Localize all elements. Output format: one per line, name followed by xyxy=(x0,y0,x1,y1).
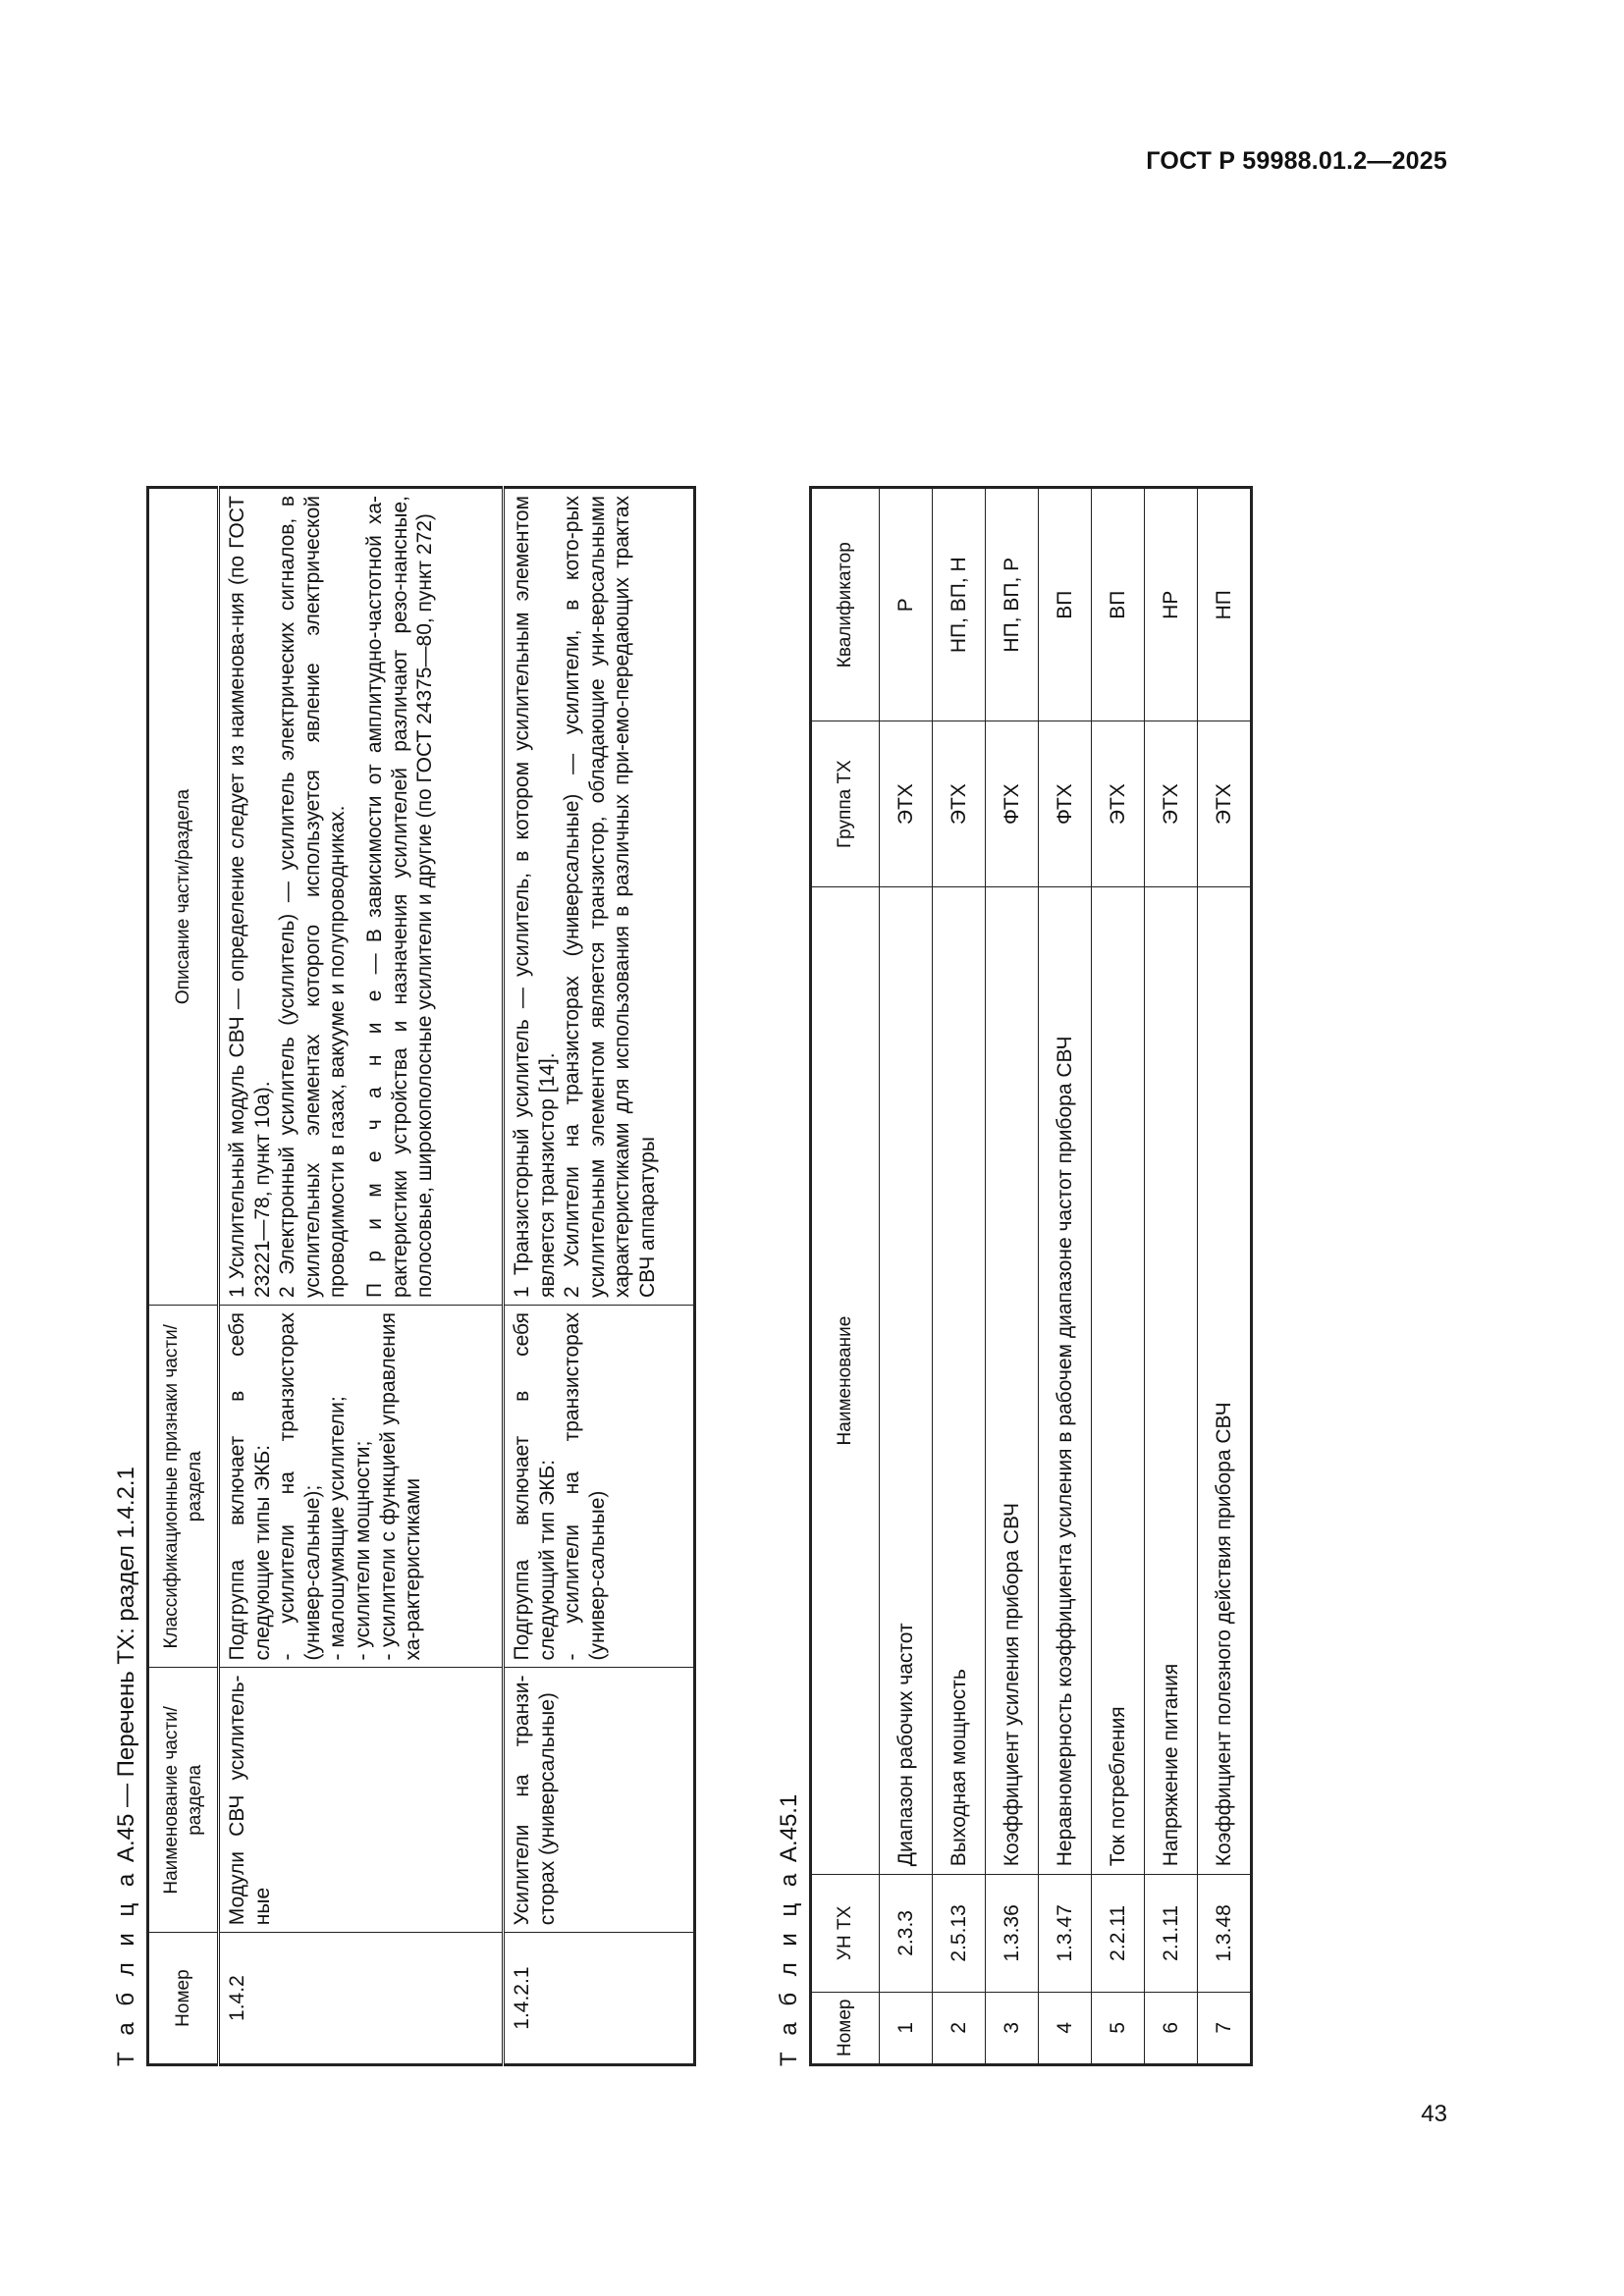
table-row xyxy=(933,488,986,2065)
document-code: ГОСТ Р 59988.01.2—2025 xyxy=(1146,147,1447,175)
table-a451-caption: Т а б л и ц а А.45.1 xyxy=(776,1793,802,2066)
page-number: 43 xyxy=(1421,2101,1447,2127)
table-row xyxy=(1198,488,1252,2065)
cell-qualifier: ВП xyxy=(1092,488,1145,721)
cell-code: 1.3.36 xyxy=(986,1875,1039,1992)
cell-number: 6 xyxy=(1145,1992,1198,2064)
row-number: 1.4.2.1 xyxy=(504,1933,695,2065)
cell-number: 4 xyxy=(1039,1992,1092,2064)
column-header: Квалификатор xyxy=(811,488,880,721)
column-header: Наименование xyxy=(811,886,880,1874)
column-header: Номер xyxy=(148,1933,219,2065)
row-description: 1 Транзисторный усилитель — усилитель, в котором усилительным элементом является транзистор [14]. 2 Усилители на транзисторах (универсальные) — усилители, в кото-рых усилительным элементом является транзистор, обладающие уни-версальными характеристиками для использования в различных при-емо-передающих трактах СВЧ аппаратуры xyxy=(504,488,695,1306)
cell-name: Коэффициент усиления прибора СВЧ xyxy=(986,886,1039,1874)
table-a451 xyxy=(809,486,1253,2066)
column-header: Описание части/раздела xyxy=(148,488,219,1306)
table-row xyxy=(219,488,504,2065)
table-a45-caption: Т а б л и ц а А.45 — Перечень ТХ: раздел 1.4.2.1 xyxy=(113,1467,139,2066)
cell-qualifier: НР xyxy=(1145,488,1198,721)
cell-group: ЭТХ xyxy=(1198,721,1252,886)
table-row xyxy=(986,488,1039,2065)
cell-number: 3 xyxy=(986,1992,1039,2064)
table-row xyxy=(1039,488,1092,2065)
table-row xyxy=(880,488,933,2065)
table-a451-header xyxy=(811,488,880,2065)
cell-group: ЭТХ xyxy=(880,721,933,886)
row-classification: Подгруппа включает в себя следующие типы ЭКБ: - усилители на транзисторах (универ-сальные); - малошумящие усилители; - усилители мощности; - усилители с функцией управления ха-рактеристиками xyxy=(219,1306,504,1668)
row-classification: Подгруппа включает в себя следующий тип ЭКБ: - усилители на транзисторах (универ-сальные) xyxy=(504,1306,695,1668)
column-header: УН ТХ xyxy=(811,1875,880,1992)
cell-qualifier: НП, ВП, Р xyxy=(986,488,1039,721)
cell-qualifier: ВП xyxy=(1039,488,1092,721)
cell-code: 2.5.13 xyxy=(933,1875,986,1992)
table-a45-header xyxy=(148,488,219,2065)
cell-group: ЭТХ xyxy=(1145,721,1198,886)
cell-name: Диапазон рабочих частот xyxy=(880,886,933,1874)
cell-number: 5 xyxy=(1092,1992,1145,2064)
cell-code: 1.3.48 xyxy=(1198,1875,1252,1992)
cell-name: Коэффициент полезного действия прибора СВЧ xyxy=(1198,886,1252,1874)
row-name: Усилители на транзи-сторах (универсальные) xyxy=(504,1668,695,1933)
table-row xyxy=(1092,488,1145,2065)
cell-number: 2 xyxy=(933,1992,986,2064)
cell-code: 2.1.11 xyxy=(1145,1875,1198,1992)
note: П р и м е ч а н и е — В зависимости от амплитудно-частотной ха-рактеристики устройства и назначения усилителей различают резо-нансные, полосовые, широкополосные усилители и другие (по ГОСТ 24375—80, пункт 272) xyxy=(363,496,437,1299)
table-a45-block xyxy=(113,486,696,2066)
table-row xyxy=(504,488,695,2065)
row-description: 1 Усилительный модуль СВЧ — определение следует из наименова-ния (по ГОСТ 23221—78, пункт 10а). 2 Электронный усилитель (усилитель) — усилитель электрических сигналов, в усилительных элементах которого используется явление электрической проводимости в газах, вакууме и полупроводниках. П р и м е ч а н и е — В зависимости от амплитудно-частотной ха-рактеристики устройства и назначения усилителей различают резо-нансные, полосовые, широкополосные усилители и другие (по ГОСТ 24375—80, пункт 272) xyxy=(219,488,504,1306)
table-a451-block xyxy=(776,486,1253,2066)
cell-group: ЭТХ xyxy=(1092,721,1145,886)
cell-group: ЭТХ xyxy=(933,721,986,886)
cell-group: ФТХ xyxy=(986,721,1039,886)
column-header: Наименование части/раздела xyxy=(148,1668,219,1933)
cell-name: Неравномерность коэффициента усиления в рабочем диапазоне частот прибора СВЧ xyxy=(1039,886,1092,1874)
column-header: Номер xyxy=(811,1992,880,2064)
cell-qualifier: НП, ВП, Н xyxy=(933,488,986,721)
row-number: 1.4.2 xyxy=(219,1933,504,2065)
cell-group: ФТХ xyxy=(1039,721,1092,886)
cell-code: 2.3.3 xyxy=(880,1875,933,1992)
table-a45 xyxy=(146,486,696,2066)
cell-qualifier: НП xyxy=(1198,488,1252,721)
column-header: Классификационные признаки части/раздела xyxy=(148,1306,219,1668)
cell-code: 1.3.47 xyxy=(1039,1875,1092,1992)
cell-code: 2.2.11 xyxy=(1092,1875,1145,1992)
row-name: Модули СВЧ усилитель-ные xyxy=(219,1668,504,1933)
cell-name: Напряжение питания xyxy=(1145,886,1198,1874)
cell-name: Ток потребления xyxy=(1092,886,1145,1874)
cell-name: Выходная мощность xyxy=(933,886,986,1874)
cell-number: 1 xyxy=(880,1992,933,2064)
cell-qualifier: Р xyxy=(880,488,933,721)
cell-number: 7 xyxy=(1198,1992,1252,2064)
column-header: Группа ТХ xyxy=(811,721,880,886)
table-row xyxy=(1145,488,1198,2065)
